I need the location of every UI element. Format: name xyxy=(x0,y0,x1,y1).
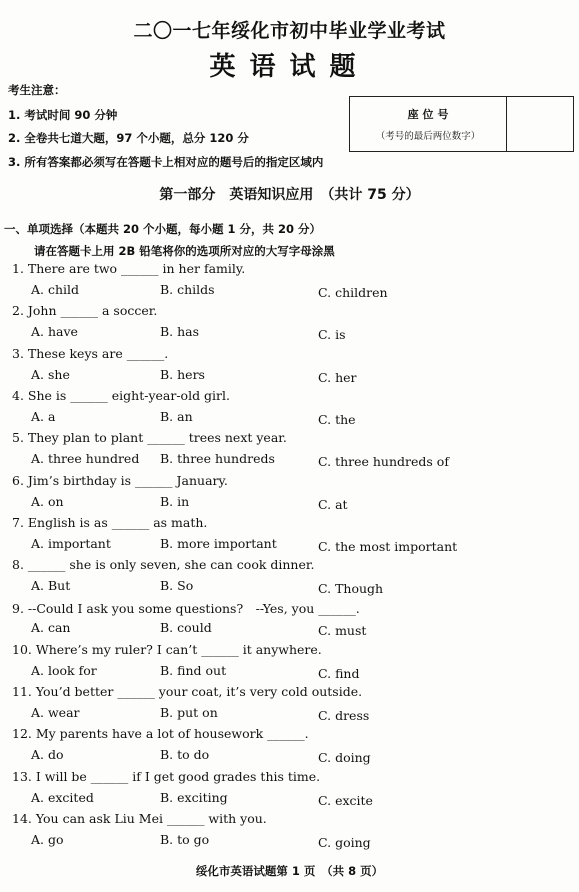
question-stem: 7. English is as ______ as math. xyxy=(12,514,208,530)
option-b: B. find out xyxy=(160,662,227,678)
question-stem: 12. My parents have a lot of housework ______. xyxy=(12,726,309,742)
option-a: A. do xyxy=(31,747,64,763)
option-a: A. important xyxy=(31,535,111,551)
part-title: 第一部分 英语知识应用 （共计 75 分） xyxy=(159,187,420,203)
question-stem: 13. I will be ______ if I get good grades this time. xyxy=(12,768,321,784)
option-a: A. excited xyxy=(31,789,94,805)
option-a: A. look for xyxy=(31,662,97,678)
option-a: A. on xyxy=(31,493,64,509)
option-b: B. an xyxy=(160,408,193,424)
option-a: A. she xyxy=(31,366,70,382)
question-stem: 10. Where’s my ruler? I can’t ______ it anywhere. xyxy=(12,641,322,657)
option-b: B. three hundreds xyxy=(160,451,275,467)
notice-item: 2. 全卷共七道大题，97 个小题，总分 120 分 xyxy=(8,131,249,145)
option-b: B. hers xyxy=(160,366,205,382)
question-stem: 1. There are two ______ in her family. xyxy=(12,261,246,276)
option-c: C. the xyxy=(318,411,356,427)
question-stem: 6. Jim’s birthday is ______ January. xyxy=(12,472,228,488)
question-stem: 8. ______ she is only seven, she can cook dinner. xyxy=(12,557,315,573)
option-b: B. exciting xyxy=(160,789,228,805)
question-stem: 14. You can ask Liu Mei ______ with you. xyxy=(12,810,267,826)
section-title: 一、单项选择（本题共 20 个小题，每小题 1 分，共 20 分） xyxy=(4,222,322,236)
option-c: C. dress xyxy=(318,708,370,723)
option-b: B. in xyxy=(160,493,190,509)
seat-number-field[interactable] xyxy=(507,97,573,151)
option-b: B. more important xyxy=(160,535,277,551)
option-a: A. But xyxy=(31,578,71,594)
option-c: C. excite xyxy=(318,792,373,808)
question-stem: 4. She is ______ eight-year-old girl. xyxy=(12,387,230,403)
option-c: C. is xyxy=(318,327,346,343)
option-c: C. must xyxy=(318,623,367,639)
exam-subject-title: 英语试题 xyxy=(209,52,370,82)
section-instruction: 请在答题卡上用 2B 铅笔将你的选项所对应的大写字母涂黑 xyxy=(34,244,335,258)
option-c: C. going xyxy=(318,834,371,850)
option-b: B. has xyxy=(160,324,200,340)
question-stem: 2. John ______ a soccer. xyxy=(12,303,158,319)
option-c: C. doing xyxy=(318,750,371,766)
page-footer: 绥化市英语试题第 1 页 （共 8 页） xyxy=(195,864,384,878)
question-stem: 3. These keys are ______. xyxy=(12,345,169,361)
option-b: B. childs xyxy=(160,282,215,297)
seat-number-label: 座 位 号 xyxy=(407,108,449,121)
option-a: A. a xyxy=(31,408,56,424)
seat-number-label-cell xyxy=(350,97,507,151)
question-stem: 9. --Could I ask you some questions? --Yes, you ______. xyxy=(12,601,360,617)
option-a: A. go xyxy=(31,831,64,847)
option-c: C. three hundreds of xyxy=(318,454,449,470)
option-a: A. wear xyxy=(31,705,80,720)
option-b: B. So xyxy=(160,578,194,594)
question-stem: 11. You’d better ______ your coat, it’s very cold outside. xyxy=(12,684,363,699)
notice-item: 1. 考试时间 90 分钟 xyxy=(8,108,118,122)
notice-heading: 考生注意： xyxy=(8,83,66,97)
option-b: B. could xyxy=(160,620,212,636)
option-b: B. to do xyxy=(160,747,210,763)
option-c: C. Though xyxy=(318,581,384,597)
seat-number-hint: （考号的最后两位数字） xyxy=(375,131,481,142)
exam-title: 二〇一七年绥化市初中毕业学业考试 xyxy=(133,20,446,42)
question-stem: 5. They plan to plant ______ trees next year. xyxy=(12,430,287,446)
option-a: A. child xyxy=(31,282,80,297)
option-a: A. three hundred xyxy=(31,451,140,467)
option-c: C. children xyxy=(318,285,388,300)
option-b: B. to go xyxy=(160,831,210,847)
notice-item: 3. 所有答案都必须写在答题卡上相对应的题号后的指定区域内 xyxy=(8,155,324,169)
option-b: B. put on xyxy=(160,705,218,720)
option-a: A. can xyxy=(31,620,71,636)
option-c: C. the most important xyxy=(318,538,458,554)
option-c: C. her xyxy=(318,369,357,385)
seat-number-box xyxy=(349,96,574,152)
option-c: C. at xyxy=(318,496,348,512)
option-c: C. find xyxy=(318,665,360,681)
option-a: A. have xyxy=(31,324,78,340)
